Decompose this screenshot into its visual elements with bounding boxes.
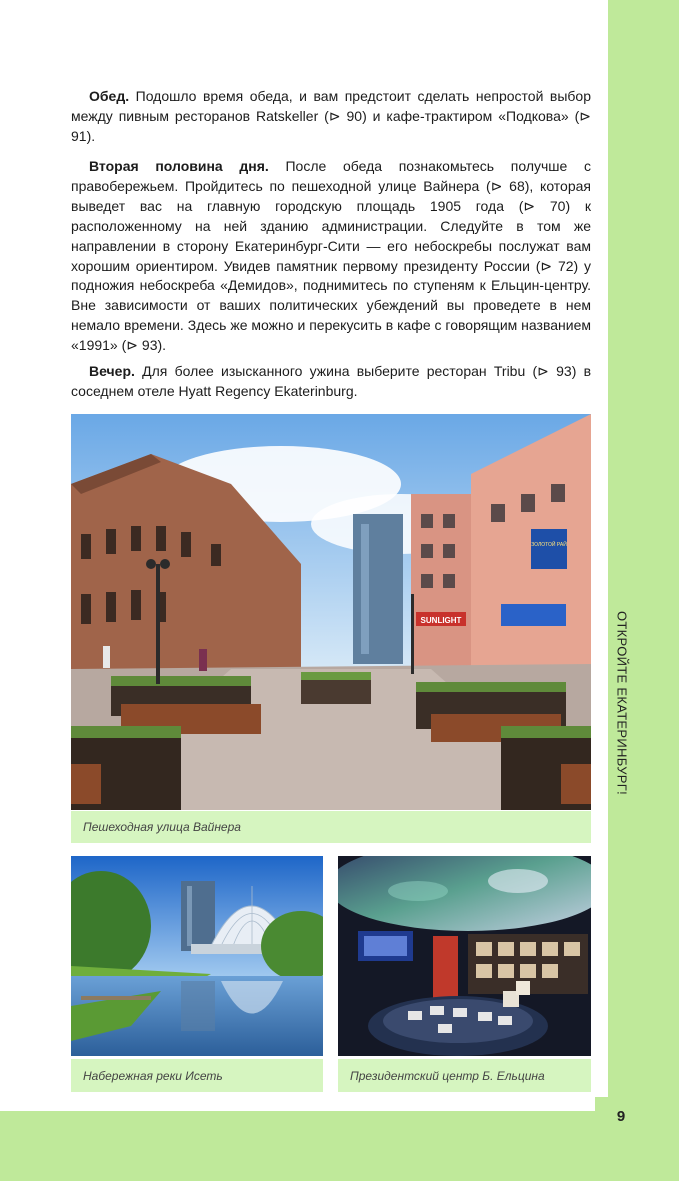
- text: ).: [86, 127, 96, 144]
- ref-icon: ⊳: [540, 257, 553, 274]
- photo-weiner-street: [71, 414, 591, 810]
- text: ).: [157, 337, 167, 354]
- ref-icon: ⊳: [126, 337, 139, 354]
- chapter-title: ОТКРОЙТЕ ЕКАТЕРИНБУРГ!: [614, 610, 630, 796]
- photo-yeltsin-center: [338, 856, 591, 1056]
- text: Подошло время обеда, и вам предстоит сделать непростой выбор между пивным ресторанов Ratskeller (: [71, 88, 591, 124]
- lead-lunch: Обед.: [89, 88, 130, 104]
- lead-evening: Вечер.: [89, 363, 135, 379]
- text: ) к расположенному на ней зданию администрации. Следуйте в том же направлении в сторону Екатеринбург-Сити — его небоскребы послужат вам хорошим ориентиром. Увидев памятник первому президенту России (: [71, 197, 591, 274]
- lead-afternoon: Вторая половина дня.: [89, 158, 269, 174]
- photo-iset-embankment: [71, 856, 323, 1056]
- ref-icon: ⊳: [523, 197, 536, 214]
- text: ), которая выведет вас на главную городскую площадь 1905 года (: [71, 177, 591, 214]
- text: ) в соседнем отеле Hyatt Regency Ekaterinburg.: [71, 363, 592, 399]
- ref-icon: ⊳: [328, 107, 341, 124]
- sign-zolotoy: ЗОЛОТОЙ РАЙ: [531, 542, 567, 548]
- side-strip: [608, 0, 679, 1097]
- ref-icon: ⊳: [537, 363, 549, 379]
- page-ref: 90: [346, 107, 363, 124]
- paragraph-lunch: [71, 87, 591, 147]
- paragraph-evening: [71, 362, 591, 402]
- caption-iset-embankment: Набережная реки Исеть: [71, 1059, 323, 1092]
- ref-icon: ⊳: [490, 177, 503, 194]
- text: После обеда познакомьтесь получше с правобережьем. Пройдитесь по пешеходной улице Вайнера (: [71, 158, 592, 194]
- river-illustration: [71, 856, 323, 1056]
- sign-sunlight: SUNLIGHT: [420, 616, 462, 625]
- page-ref: 68: [509, 177, 525, 194]
- bottom-band: [0, 1111, 595, 1181]
- page-ref: 70: [549, 197, 566, 214]
- text: Для более изысканного ужина выберите ресторан Tribu (: [142, 363, 538, 379]
- street-illustration: [71, 414, 591, 810]
- page-number: 9: [616, 1108, 626, 1125]
- museum-illustration: [338, 856, 591, 1056]
- page-ref: 93: [141, 337, 158, 354]
- caption-weiner-street: Пешеходная улица Вайнера: [71, 811, 591, 843]
- caption-yeltsin-center: Президентский центр Б. Ельцина: [338, 1059, 591, 1092]
- text: ) у подножия небоскреба «Демидов», поднимитесь по ступеням к Ельцин-центру. Вне зависимости от ваших политических убеждений вы проведете в нем немало времени. Здесь же можно и перекусить в кафе с говорящим названием «1991» (: [71, 257, 591, 354]
- page-ref: 91: [71, 127, 87, 144]
- paragraph-afternoon: [71, 157, 591, 356]
- page-ref: 93: [556, 363, 572, 379]
- ref-icon: ⊳: [579, 107, 591, 124]
- page-ref: 72: [557, 257, 574, 274]
- text: ) и кафе-трактиром «Подкова» (: [362, 107, 580, 124]
